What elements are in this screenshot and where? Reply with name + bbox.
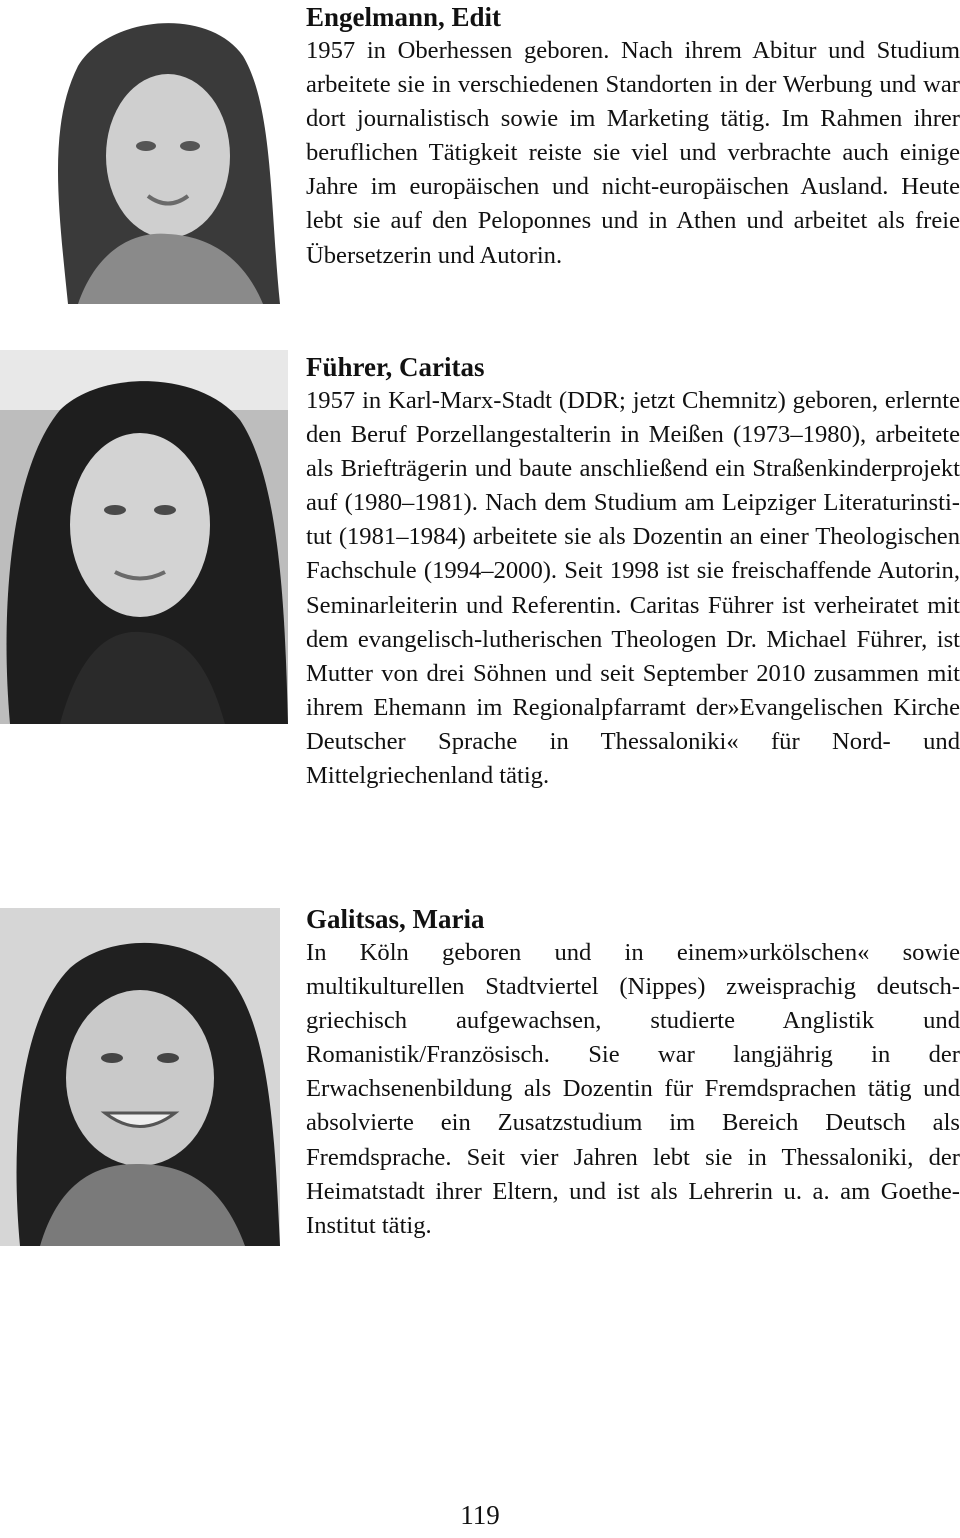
portrait-photo-engelmann	[38, 6, 280, 304]
portrait-image	[0, 350, 288, 724]
author-name: Führer, Caritas	[306, 352, 485, 382]
portrait-photo-fuehrer	[0, 350, 288, 724]
author-name: Galitsas, Maria	[306, 904, 485, 934]
portrait-image	[38, 6, 280, 304]
portrait-image	[0, 908, 280, 1246]
page-number: 119	[460, 1500, 500, 1530]
author-bio: 1957 in Karl-Marx-Stadt (DDR; jetzt Chemnitz) geboren, erlernte den Beruf Porzellangestalterin in Meißen (1973–1980), arbeitete als Briefträgerin und baute anschließend ein Straßenkinderprojekt auf (1980–1981). Nach dem Studium am Leipziger Literaturinstitut (1981–1984) arbeitete sie als Dozentin an einer Theologischen Fachschule (1994–2000). Seit 1998 ist sie freischaffende Autorin, Seminarleiterin und Referentin. Caritas Führer ist verheiratet mit dem evangelisch-lutherischen Theologen Dr. Michael Führer, ist Mutter von drei Söhnen und seit September 2010 zusammen mit ihrem Ehemann im Regionalpfarramt der»Evangelischen Kirche Deutscher Sprache in Thessaloniki« für Nord- und Mittelgriechenland tätig.	[306, 387, 960, 790]
author-bio: 1957 in Oberhessen geboren. Nach ihrem Abitur und Studium arbeitete sie in verschiedenen Standorten in der Werbung und war dort journalistisch sowie im Marketing tätig. Im Rahmen ihrer beruflichen Tätigkeit reiste sie viel und verbrachte auch einige Jahre im europäischen und nicht-europäischen Ausland. Heute lebt sie auf den Peloponnes und in Athen und arbeitet als freie Übersetzerin und Autorin.	[306, 37, 960, 269]
author-name: Engelmann, Edit	[306, 2, 502, 32]
author-bio: In Köln geboren und in einem»urkölschen« sowie multikulturellen Stadtviertel (Nippes) zweisprachig deutsch-griechisch aufgewachsen, studierte Anglistik und Romanistik/Französisch. Sie war langjährig in der Erwachsenenbildung als Dozentin für Fremdsprachen tätig und absolvierte ein Zusatzstudium im Bereich Deutsch als Fremdsprache. Seit vier Jahren lebt sie in Thessaloniki, der Heimatstadt ihrer Eltern, und ist als Lehrerin u. a. am Goethe-Institut tätig.	[306, 939, 960, 1239]
portrait-photo-galitsas	[0, 908, 280, 1246]
